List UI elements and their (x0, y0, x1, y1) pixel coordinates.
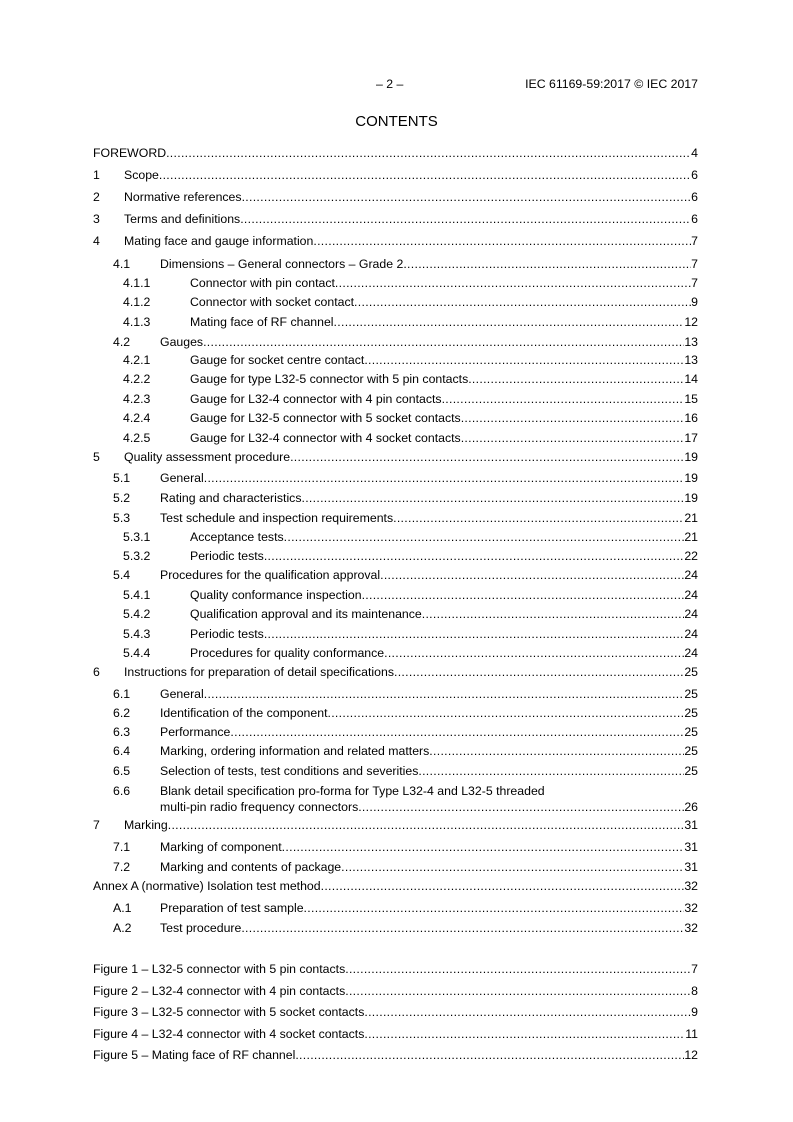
toc-page-number: 25 (684, 687, 698, 701)
toc-section-number: 5.3.2 (123, 549, 151, 563)
toc-section-number: 6.2 (113, 706, 131, 720)
dot-leader (321, 877, 685, 895)
dot-leader (264, 547, 685, 565)
toc-page-number: 9 (691, 1005, 698, 1019)
toc-row (93, 704, 698, 722)
toc-entry[interactable] (124, 232, 698, 250)
dot-leader (335, 274, 691, 292)
toc-row (93, 370, 698, 388)
toc-page-number: 14 (684, 372, 698, 386)
toc-row (93, 313, 698, 331)
toc-section-number: 4.1 (113, 257, 131, 271)
toc-entry-label: Mating face and gauge information (124, 234, 314, 248)
dot-leader (166, 144, 691, 162)
toc-page-number: 12 (684, 1048, 698, 1062)
toc-section-number: 4.1.1 (123, 276, 151, 290)
toc-row (93, 293, 698, 311)
toc-page-number: 32 (684, 901, 698, 915)
page-header (93, 77, 698, 93)
toc-entry-label: Gauge for type L32-5 connector with 5 pin contacts (190, 372, 469, 386)
figure-list-row (93, 1025, 698, 1043)
figure-list-row (93, 960, 698, 978)
toc-page-number: 24 (684, 568, 698, 582)
toc-entry[interactable] (160, 566, 698, 584)
dot-leader (304, 899, 685, 917)
toc-section-number: 6 (93, 665, 100, 679)
toc-entry[interactable] (93, 1025, 698, 1043)
toc-page-number: 6 (691, 212, 698, 226)
toc-entry[interactable] (160, 489, 698, 507)
toc-entry-label: FOREWORD (93, 146, 167, 160)
toc-entry[interactable] (124, 188, 698, 206)
toc-entry-label: Figure 2 – L32-4 connector with 4 pin contacts (93, 984, 346, 998)
toc-entry-label: Figure 1 – L32-5 connector with 5 pin contacts (93, 962, 346, 976)
toc-section-number: 5.3.1 (123, 530, 151, 544)
toc-row (93, 723, 698, 741)
toc-entry-label: Gauge for L32-4 connector with 4 socket contacts (190, 431, 461, 445)
dot-leader (362, 586, 685, 604)
figure-list-row (93, 1003, 698, 1021)
toc-section-number: 7 (93, 818, 100, 832)
toc-section-number: 6.4 (113, 744, 131, 758)
toc-entry-label: Dimensions – General connectors – Grade 2 (160, 257, 404, 271)
toc-entry-label: Preparation of test sample (160, 901, 304, 915)
toc-section-number: 4.1.3 (123, 315, 151, 329)
toc-page-number: 24 (684, 588, 698, 602)
toc-entry-label: Identification of the component (160, 706, 328, 720)
toc-entry-label: Annex A (normative) Isolation test method (93, 879, 321, 893)
toc-page-number: 32 (684, 921, 698, 935)
toc-section-number: A.2 (113, 921, 132, 935)
dot-leader (241, 919, 684, 937)
toc-page-number: 7 (691, 962, 698, 976)
figure-list-row (93, 1046, 698, 1064)
toc-row (93, 255, 698, 273)
toc-row (93, 333, 698, 351)
toc-entry[interactable] (124, 166, 698, 184)
dot-leader (403, 255, 691, 273)
toc-row (93, 919, 698, 937)
toc-entry[interactable] (190, 586, 698, 604)
toc-row (93, 858, 698, 876)
toc-page-number: 21 (684, 511, 698, 525)
toc-page-number: 25 (684, 665, 698, 679)
toc-page-number: 6 (691, 168, 698, 182)
toc-entry[interactable] (160, 704, 698, 722)
dot-leader (461, 429, 685, 447)
toc-entry-label: Acceptance tests (190, 530, 284, 544)
toc-entry-label: Figure 5 – Mating face of RF channel (93, 1048, 296, 1062)
toc-entry[interactable] (190, 605, 698, 623)
toc-entry-label: Gauge for socket centre contact (190, 353, 365, 367)
toc-row (93, 274, 698, 292)
toc-section-number: 7.1 (113, 840, 131, 854)
toc-row (93, 838, 698, 856)
dot-leader (345, 982, 691, 1000)
dot-leader (290, 448, 684, 466)
toc-row (93, 509, 698, 527)
toc-entry-label: Gauge for L32-4 connector with 4 pin contacts (190, 392, 442, 406)
toc-page-number: 12 (684, 315, 698, 329)
dot-leader (168, 816, 685, 834)
toc-entry-label: Figure 4 – L32-4 connector with 4 socket contacts (93, 1027, 365, 1041)
toc-entry-label: Terms and definitions (124, 212, 241, 226)
toc-entry-label: Instructions for preparation of detail specifications (124, 665, 394, 679)
toc-page-number: 7 (691, 276, 698, 290)
toc-entry[interactable] (160, 723, 698, 741)
toc-section-number: 4.1.2 (123, 295, 151, 309)
toc-row (93, 762, 698, 780)
toc-section-number: 4 (93, 234, 100, 248)
page-number: – 2 – (376, 77, 404, 91)
toc-row (93, 742, 698, 760)
dot-leader (429, 742, 684, 760)
toc-entry-label: Performance (160, 725, 231, 739)
toc-section-number: 6.1 (113, 687, 131, 701)
toc-page-number: 6 (691, 190, 698, 204)
toc-entry[interactable] (160, 333, 698, 351)
dot-leader (264, 625, 685, 643)
toc-entry[interactable] (124, 448, 698, 466)
toc-page-number: 7 (691, 257, 698, 271)
toc-row (93, 685, 698, 703)
toc-section-number: 1 (93, 168, 100, 182)
dot-leader (204, 685, 685, 703)
toc-row (93, 586, 698, 604)
toc-section-number: 5.4.1 (123, 588, 151, 602)
toc-page-number: 31 (684, 840, 698, 854)
toc-page-number: 21 (684, 530, 698, 544)
toc-section-number: 5.4 (113, 568, 131, 582)
toc-entry[interactable] (93, 1046, 698, 1064)
dot-leader (354, 293, 691, 311)
toc-row (93, 351, 698, 369)
toc-section-number: 5.4.4 (123, 646, 151, 660)
dot-leader (380, 566, 684, 584)
toc-section-number: 6.6 (113, 784, 131, 798)
toc-entry-label: Normative references (124, 190, 242, 204)
toc-section-number: 7.2 (113, 860, 131, 874)
dot-leader (240, 210, 691, 228)
toc-section-number: 5.1 (113, 471, 131, 485)
toc-section-number: 6.3 (113, 725, 131, 739)
dot-leader (203, 333, 684, 351)
dot-leader (358, 798, 684, 816)
toc-entry[interactable] (190, 370, 698, 388)
toc-section-number: 5.4.2 (123, 607, 151, 621)
toc-entry[interactable] (190, 644, 698, 662)
dot-leader (364, 351, 684, 369)
toc-entry-label: Marking (124, 818, 168, 832)
toc-entry-label: Figure 3 – L32-5 connector with 5 socket contacts (93, 1005, 365, 1019)
document-identifier: IEC 61169-59:2017 © IEC 2017 (525, 77, 698, 91)
dot-leader (301, 489, 684, 507)
toc-entry-label: Marking and contents of package (160, 860, 342, 874)
dot-leader (242, 188, 692, 206)
toc-entry[interactable] (160, 685, 698, 703)
toc-page-number: 16 (684, 411, 698, 425)
dot-leader (384, 644, 684, 662)
toc-entry[interactable] (190, 274, 698, 292)
toc-page-number: 32 (684, 879, 698, 893)
toc-page-number: 22 (684, 549, 698, 563)
toc-row (93, 605, 698, 623)
toc-row (93, 409, 698, 427)
dot-leader (295, 1046, 684, 1064)
dot-leader (442, 390, 685, 408)
toc-entry-label[interactable]: Blank detail specification pro-forma for Type L32-4 and L32-5 threaded (160, 784, 545, 798)
toc-entry-label: Procedures for the qualification approval (160, 568, 381, 582)
dot-leader (345, 960, 691, 978)
dot-leader (364, 1003, 691, 1021)
dot-leader (159, 166, 691, 184)
toc-entry-label: Gauges (160, 335, 204, 349)
toc-section-number: 4.2 (113, 335, 131, 349)
toc-page-number: 4 (691, 146, 698, 160)
toc-row (93, 663, 698, 681)
toc-entry[interactable] (160, 838, 698, 856)
dot-leader (313, 232, 691, 250)
toc-entry[interactable] (93, 144, 698, 162)
toc-entry[interactable] (190, 293, 698, 311)
dot-leader (341, 858, 684, 876)
toc-entry-label: Quality conformance inspection (190, 588, 362, 602)
toc-entry-label: Test procedure (160, 921, 242, 935)
toc-section-number: 6.5 (113, 764, 131, 778)
toc-page-number: 25 (684, 764, 698, 778)
toc-section-number: 4.2.5 (123, 431, 151, 445)
toc-section-number: 5 (93, 450, 100, 464)
toc-entry-label: Procedures for quality conformance (190, 646, 385, 660)
toc-section-number: 2 (93, 190, 100, 204)
toc-page-number: 24 (684, 627, 698, 641)
toc-entry-label: Rating and characteristics (160, 491, 302, 505)
toc-section-number: 4.2.4 (123, 411, 151, 425)
toc-entry-label: Test schedule and inspection requirements (160, 511, 394, 525)
toc-section-number: 4.2.2 (123, 372, 151, 386)
toc-section-number: 3 (93, 212, 100, 226)
toc-entry[interactable] (160, 858, 698, 876)
toc-entry[interactable] (160, 509, 698, 527)
toc-row (93, 166, 698, 184)
toc-page-number: 31 (684, 860, 698, 874)
toc-entry-label: Periodic tests (190, 627, 264, 641)
toc-entry[interactable] (124, 663, 698, 681)
toc-entry[interactable] (190, 390, 698, 408)
toc-row (93, 448, 698, 466)
dot-leader (334, 313, 685, 331)
toc-entry[interactable] (160, 742, 698, 760)
toc-row (93, 644, 698, 662)
toc-entry[interactable] (93, 877, 698, 895)
toc-row (93, 188, 698, 206)
toc-row (93, 210, 698, 228)
toc-entry[interactable] (93, 960, 698, 978)
toc-entry-label: Connector with pin contact (190, 276, 335, 290)
toc-entry[interactable] (190, 429, 698, 447)
toc-page-number: 25 (684, 706, 698, 720)
toc-row (93, 390, 698, 408)
dot-leader (418, 762, 684, 780)
dot-leader (461, 409, 685, 427)
toc-page-number: 17 (684, 431, 698, 445)
toc-section-number: A.1 (113, 901, 132, 915)
toc-entry[interactable] (124, 816, 698, 834)
dot-leader (328, 704, 685, 722)
toc-section-number: 4.2.1 (123, 353, 151, 367)
toc-page-number: 26 (684, 800, 698, 814)
dot-leader (422, 605, 685, 623)
toc-entry-label: Selection of tests, test conditions and severities (160, 764, 419, 778)
toc-row (93, 877, 698, 895)
toc-section-number: 5.4.3 (123, 627, 151, 641)
toc-row (93, 469, 698, 487)
toc-section-number: 4.2.3 (123, 392, 151, 406)
figure-list-row (93, 982, 698, 1000)
dot-leader (230, 723, 684, 741)
toc-entry[interactable] (160, 469, 698, 487)
toc-entry[interactable] (93, 982, 698, 1000)
toc-entry-label: Gauge for L32-5 connector with 5 socket contacts (190, 411, 461, 425)
toc-row (93, 566, 698, 584)
toc-entry[interactable] (124, 210, 698, 228)
toc-entry[interactable] (190, 313, 698, 331)
toc-entry[interactable] (190, 351, 698, 369)
toc-entry-label: Scope (124, 168, 159, 182)
dot-leader (364, 1025, 685, 1043)
toc-entry-label: Periodic tests (190, 549, 264, 563)
toc-row (93, 625, 698, 643)
toc-entry-label: Connector with socket contact (190, 295, 355, 309)
toc-entry[interactable] (190, 547, 698, 565)
toc-entry[interactable] (190, 625, 698, 643)
toc-section-number: 5.3 (113, 511, 131, 525)
toc-page-number: 15 (684, 392, 698, 406)
toc-section-number: 5.2 (113, 491, 131, 505)
toc-page-number: 19 (684, 491, 698, 505)
toc-entry-label: Quality assessment procedure (124, 450, 291, 464)
toc-row (93, 816, 698, 834)
dot-leader (204, 469, 685, 487)
toc-row (93, 429, 698, 447)
toc-entry[interactable] (160, 899, 698, 917)
toc-row (93, 782, 698, 816)
toc-row (93, 144, 698, 162)
toc-row (93, 547, 698, 565)
toc-page-number: 13 (684, 353, 698, 367)
toc-page-number: 19 (684, 450, 698, 464)
dot-leader (393, 509, 684, 527)
toc-page-number: 9 (691, 295, 698, 309)
toc-page-number: 13 (684, 335, 698, 349)
toc-page-number: 19 (684, 471, 698, 485)
toc-page-number: 25 (684, 725, 698, 739)
toc-entry-label: Mating face of RF channel (190, 315, 334, 329)
dot-leader (284, 528, 685, 546)
toc-page-number: 24 (684, 607, 698, 621)
toc-entry[interactable] (160, 255, 698, 273)
toc-entry[interactable] (160, 762, 698, 780)
toc-entry-label: multi-pin radio frequency connectors (160, 800, 359, 814)
toc-entry-label: Qualification approval and its maintenance (190, 607, 422, 621)
toc-page-number: 24 (684, 646, 698, 660)
toc-entry[interactable] (160, 798, 698, 816)
toc-row (93, 489, 698, 507)
toc-entry[interactable] (160, 919, 698, 937)
contents-title: CONTENTS (355, 113, 438, 130)
toc-row (93, 528, 698, 546)
dot-leader (282, 838, 685, 856)
toc-page-number: 25 (684, 744, 698, 758)
toc-page-number: 7 (691, 234, 698, 248)
toc-row (93, 232, 698, 250)
toc-entry-label: Marking, ordering information and related matters (160, 744, 430, 758)
toc-entry[interactable] (93, 1003, 698, 1021)
toc-page-number: 11 (685, 1027, 698, 1041)
toc-entry-label: Marking of component (160, 840, 282, 854)
toc-row (93, 899, 698, 917)
toc-entry[interactable] (190, 409, 698, 427)
toc-entry-label: General (160, 687, 204, 701)
dot-leader (394, 663, 684, 681)
dot-leader (468, 370, 684, 388)
toc-entry-label: General (160, 471, 204, 485)
toc-entry[interactable] (190, 528, 698, 546)
toc-page-number: 8 (691, 984, 698, 998)
toc-page-number: 31 (684, 818, 698, 832)
